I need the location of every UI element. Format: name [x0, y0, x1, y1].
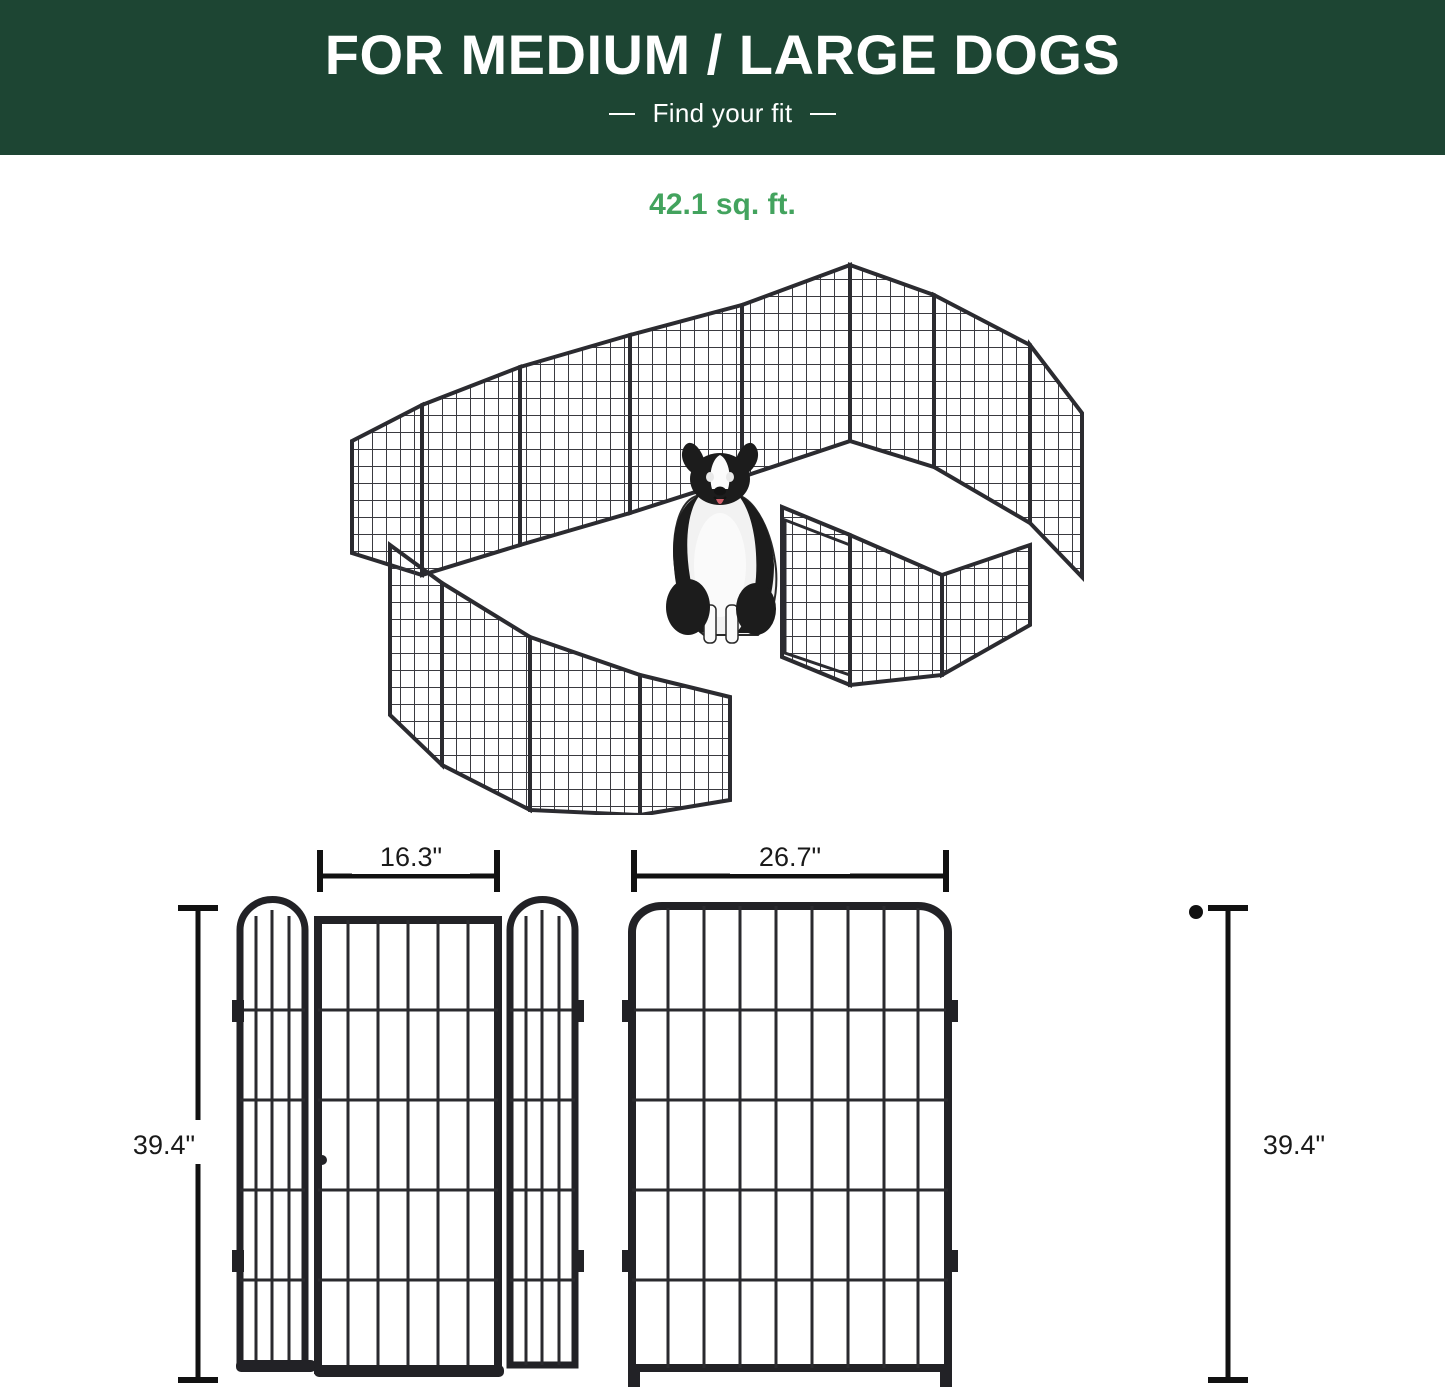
page-title: FOR MEDIUM / LARGE DOGS: [324, 22, 1121, 86]
dimension-width-small-label: 16.3": [379, 842, 443, 872]
dimension-height-left: [112, 908, 218, 1380]
dash-right-icon: [810, 113, 836, 115]
header-banner: [0, 0, 1445, 155]
subtitle-row: [609, 98, 837, 129]
page-subtitle: Find your fit: [652, 98, 793, 129]
dimension-height-right-label: 39.4": [1262, 1130, 1326, 1160]
dimension-width-large-label: 26.7": [758, 842, 822, 872]
dimension-width-large: [634, 838, 946, 892]
playpen-3d-illustration: [330, 245, 1120, 815]
panel-group-with-door: [232, 900, 584, 1377]
dimension-diagram: [0, 820, 1445, 1391]
dimension-height-right: [1189, 905, 1350, 1380]
dash-left-icon: [609, 113, 635, 115]
dimension-width-small: [320, 838, 497, 892]
panel-wide: [622, 906, 958, 1387]
dimension-height-left-label: 39.4": [132, 1130, 196, 1160]
area-label: 42.1 sq. ft.: [649, 188, 796, 221]
